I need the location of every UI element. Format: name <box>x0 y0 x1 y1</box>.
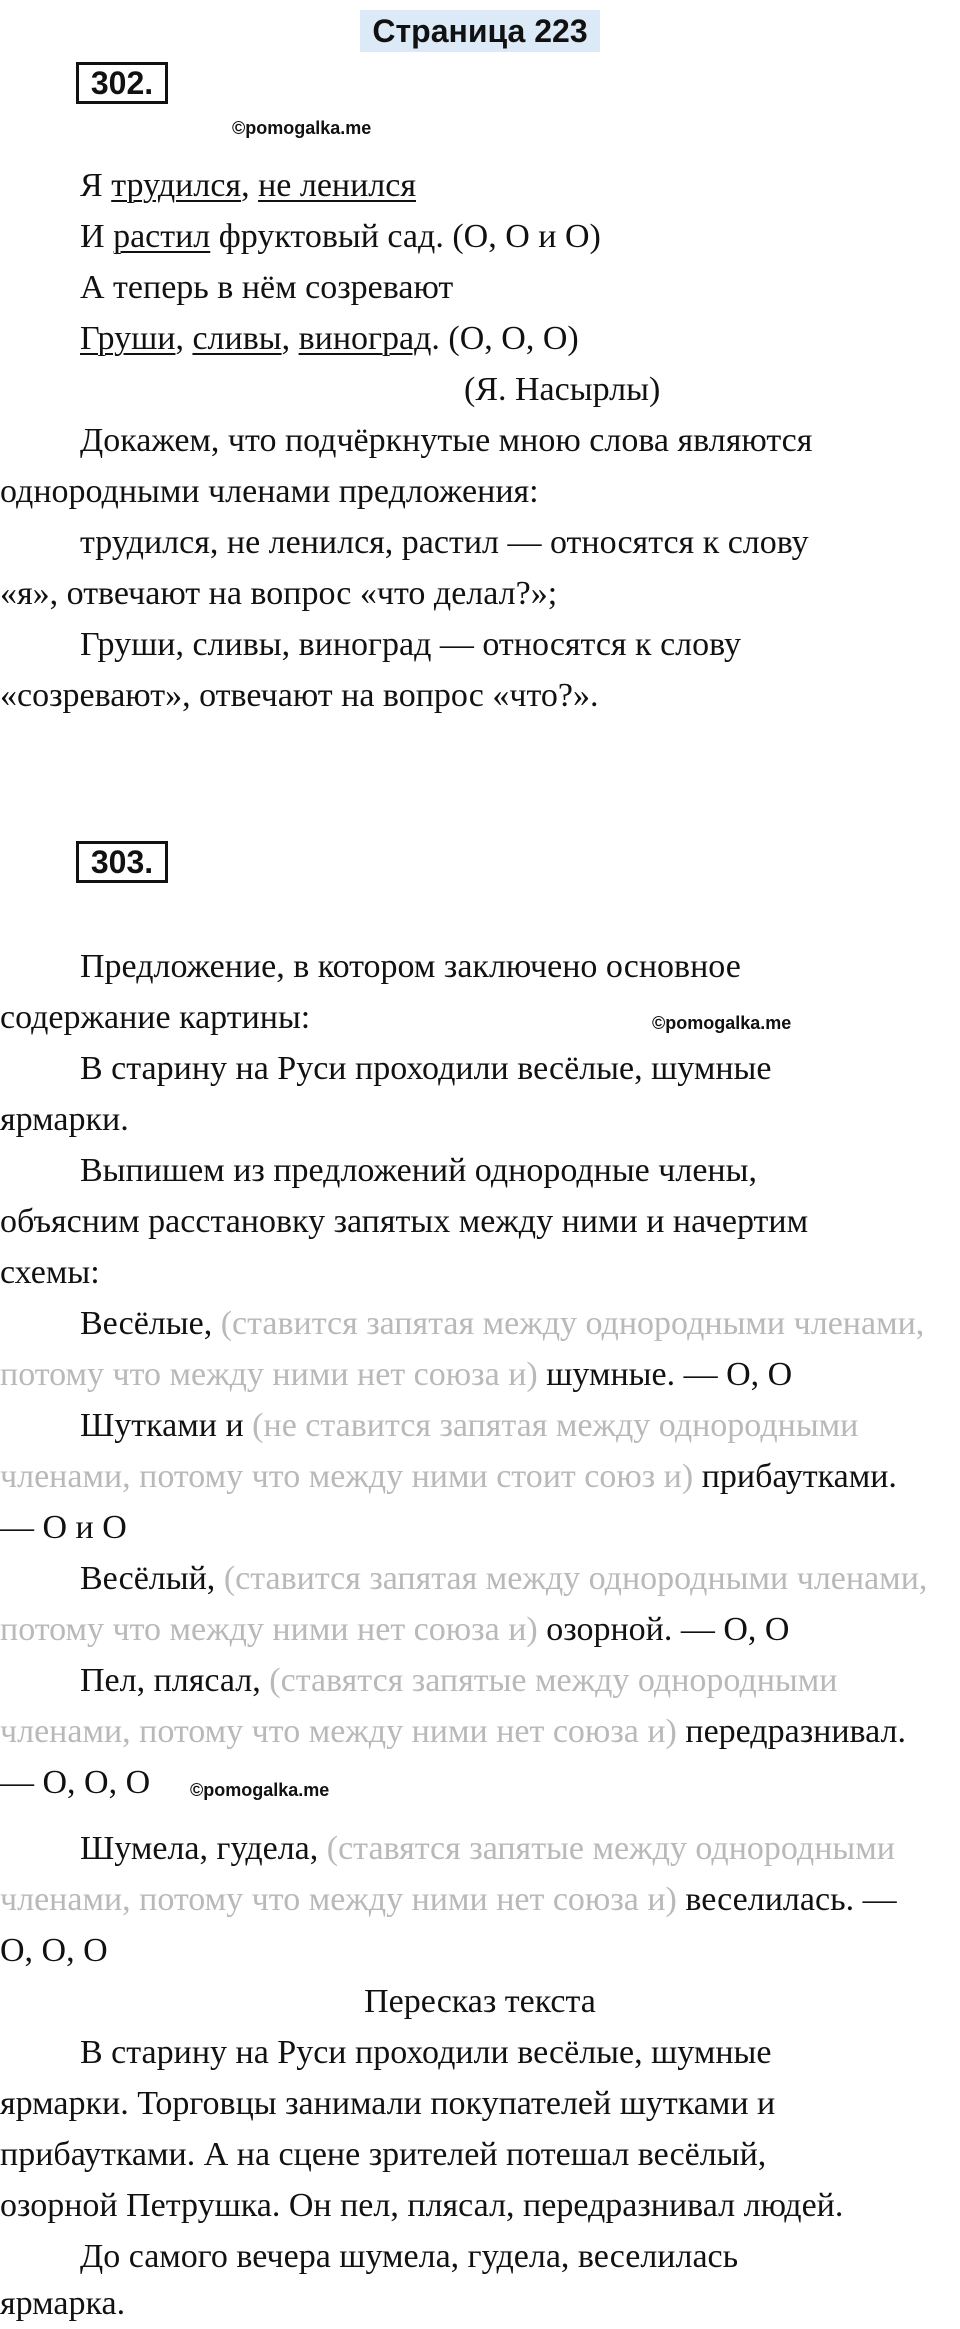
poem-line-2: И растил фруктовый сад. (О, О и О) <box>80 218 601 255</box>
paragraph-line: содержание картины: <box>0 999 311 1036</box>
paragraph-line: «я», отвечают на вопрос «что делал?»; <box>0 575 558 612</box>
item-5-line-2: членами, потому что между ними нет союза и) веселилась. — <box>0 1881 897 1918</box>
page-header <box>0 10 960 52</box>
item-2-line-2: членами, потому что между ними стоит союз и) прибаутками. <box>0 1458 897 1495</box>
paragraph-line: схемы: <box>0 1254 100 1291</box>
page-title: Страница 223 <box>360 10 599 52</box>
explanation-text: (ставятся запятые между однородными <box>269 1662 838 1699</box>
poem-line-1: Я трудился, не ленился <box>80 167 416 204</box>
paragraph-line: озорной Петрушка. Он пел, плясал, передразнивал людей. <box>0 2187 844 2224</box>
paragraph-line: ярмарка. <box>0 2285 126 2322</box>
item-2-scheme: — О и О <box>0 1509 127 1546</box>
exercise-number-303: 303. <box>76 841 168 883</box>
explanation-text: потому что между ними нет союза и) <box>0 1611 538 1648</box>
paragraph-line: «созревают», отвечают на вопрос «что?». <box>0 677 599 714</box>
item-1-line-2: потому что между ними нет союза и) шумные. — О, О <box>0 1356 793 1393</box>
item-5-scheme: О, О, О <box>0 1932 108 1969</box>
paragraph-line: До самого вечера шумела, гудела, веселилась <box>80 2238 739 2275</box>
paragraph-line: трудился, не ленился, растил — относятся к слову <box>80 524 809 561</box>
paragraph-line: Выпишем из предложений однородные члены, <box>80 1152 757 1189</box>
paragraph-line: ярмарки. Торговцы занимали покупателей шутками и <box>0 2085 776 2122</box>
paragraph-line: Груши, сливы, виноград — относятся к слову <box>80 626 742 663</box>
item-4-line-1: Пел, плясал, (ставятся запятые между однородными <box>80 1662 838 1699</box>
paragraph-line: однородными членами предложения: <box>0 473 539 510</box>
item-2-line-1: Шутками и (не ставится запятая между однородными <box>80 1407 859 1444</box>
poem-line-3: А теперь в нём созревают <box>80 269 454 306</box>
explanation-text: (не ставится запятая между однородными <box>252 1407 859 1444</box>
item-3-line-1: Весёлый, (ставится запятая между однородными членами, <box>80 1560 928 1597</box>
explanation-text: членами, потому что между ними нет союза и) <box>0 1713 677 1750</box>
explanation-text: (ставятся запятые между однородными <box>326 1830 895 1867</box>
item-4-line-2: членами, потому что между ними нет союза и) передразнивал. <box>0 1713 906 1750</box>
paragraph-line: В старину на Руси проходили весёлые, шумные <box>80 2034 772 2071</box>
retelling-title: Пересказ текста <box>364 1983 596 2020</box>
exercise-number-302: 302. <box>76 62 168 104</box>
explanation-text: членами, потому что между ними нет союза и) <box>0 1881 677 1918</box>
paragraph-line: Предложение, в котором заключено основное <box>80 948 741 985</box>
paragraph-line: В старину на Руси проходили весёлые, шумные <box>80 1050 772 1087</box>
item-5-line-1: Шумела, гудела, (ставятся запятые между однородными <box>80 1830 895 1867</box>
item-1-line-1: Весёлые, (ставится запятая между однородными членами, <box>80 1305 925 1342</box>
watermark: ©pomogalka.me <box>652 1013 792 1033</box>
item-4-scheme: — О, О, О <box>0 1764 151 1801</box>
paragraph-line: прибаутками. А на сцене зрителей потешал весёлый, <box>0 2136 767 2173</box>
item-3-line-2: потому что между ними нет союза и) озорной. — О, О <box>0 1611 790 1648</box>
explanation-text: (ставится запятая между однородными членами, <box>220 1305 925 1342</box>
explanation-text: (ставится запятая между однородными членами, <box>223 1560 928 1597</box>
paragraph-line: ярмарки. <box>0 1101 129 1138</box>
poem-author: (Я. Насырлы) <box>464 371 661 408</box>
explanation-text: потому что между ними нет союза и) <box>0 1356 538 1393</box>
paragraph-line: объясним расстановку запятых между ними и начертим <box>0 1203 809 1240</box>
paragraph-line: Докажем, что подчёркнутые мною слова являются <box>80 422 813 459</box>
poem-line-4: Груши, сливы, виноград. (О, О, О) <box>80 320 579 357</box>
watermark: ©pomogalka.me <box>190 1780 330 1800</box>
explanation-text: членами, потому что между ними стоит союз и) <box>0 1458 694 1495</box>
watermark: ©pomogalka.me <box>232 118 372 138</box>
